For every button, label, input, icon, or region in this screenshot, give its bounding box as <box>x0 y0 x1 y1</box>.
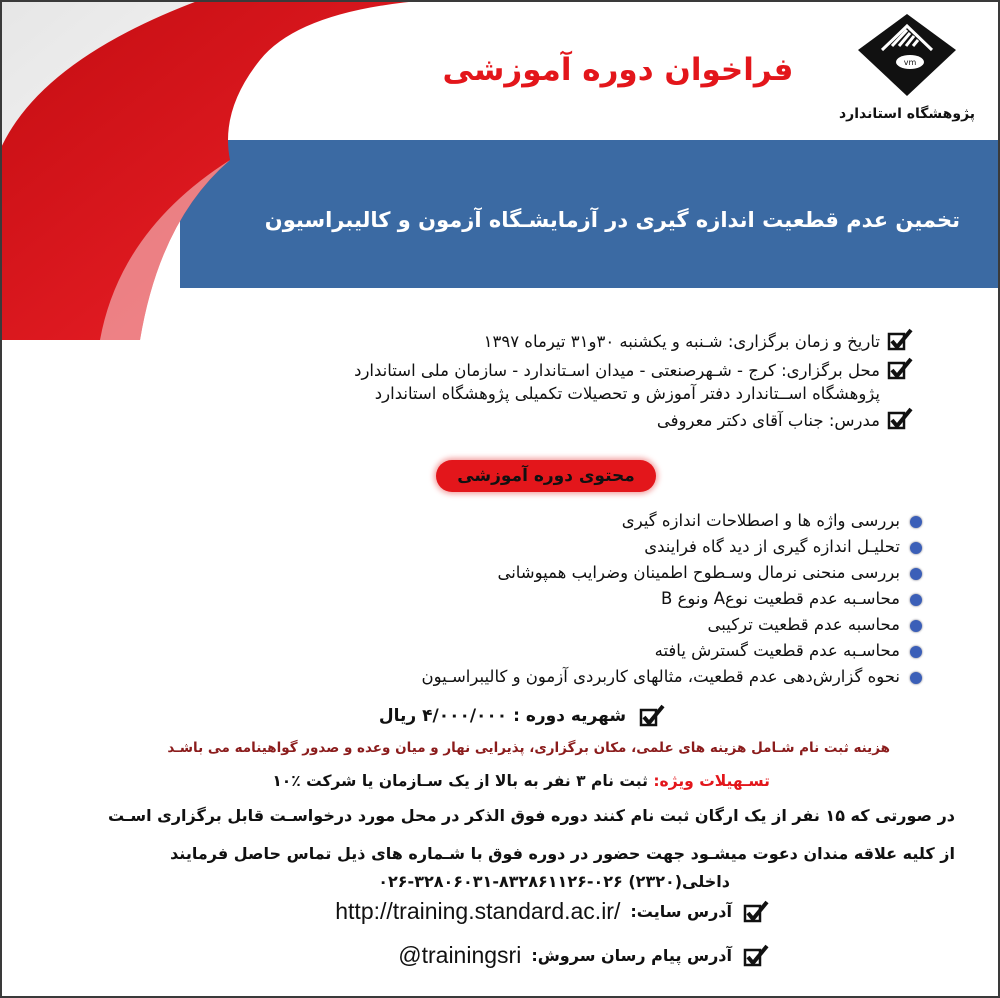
info-venue-line1: محل برگزاری: کرج - شـهرصنعتی - میدان اسـتاندارد - سازمان ملی استاندارد <box>354 361 880 380</box>
topic-item: محاسـبه عدم قطعیت نوعA ونوع B <box>200 586 900 612</box>
special-offer-label: تسـهیلات ویژه: <box>653 772 770 790</box>
website-row <box>335 898 770 925</box>
logo-caption: پژوهشگاه استاندارد <box>838 106 976 122</box>
topics-list <box>200 508 900 690</box>
checkbox-icon <box>638 704 666 728</box>
soroush-label: آدرس پیام رسان سروش: <box>531 946 732 965</box>
info-venue-row-2 <box>180 382 880 405</box>
checkbox-icon <box>886 357 914 381</box>
info-date-row <box>180 330 880 353</box>
info-venue-row <box>180 359 880 382</box>
course-title: تخمین عدم قطعیت اندازه گیری در آزمایشـگاه آزمون و کالیبراسیون <box>264 208 960 232</box>
website-label: آدرس سایت: <box>630 902 732 921</box>
info-instructor: مدرس: جناب آقای دکتر معروفی <box>656 411 880 430</box>
website-link[interactable]: http://training.standard.ac.ir/ <box>335 898 621 924</box>
fee-text: شهریه دوره : ۴/۰۰۰/۰۰۰ ریال <box>378 706 627 726</box>
special-offer <box>272 772 770 790</box>
checkbox-icon <box>742 900 770 924</box>
content-section-title: محتوی دوره آموزشی <box>436 460 656 492</box>
bullet-icon <box>910 542 922 554</box>
info-date: تاریخ و زمان برگزاری: شـنبه و یکشنبه ۳۰و۳۱ تیرماه ۱۳۹۷ <box>483 332 880 351</box>
course-info <box>180 330 880 432</box>
topic-item: بررسی منحنی نرمال وسـطوح اطمینان وضرایب همپوشانی <box>200 560 900 586</box>
topic-item: محاسبه عدم قطعیت ترکیبی <box>200 612 900 638</box>
main-title: فراخوان دوره آموزشی <box>442 52 794 88</box>
contact-phone-numbers: ۰۲۶-۳۲۸۰۶۰۳۱-۸داخلی(۲۳۲۰) ۰۲۶-۳۲۸۶۱۱۲۶ <box>378 872 730 891</box>
topic-item: نحوه گزارش‌دهی عدم قطعیت، مثالهای کاربردی آزمون و کالیبراسـیون <box>200 664 900 690</box>
bullet-icon <box>910 516 922 528</box>
special-offer-text: ثبت نام ۳ نفر به بالا از یک سـازمان یا شرکت ٪۱۰ <box>272 772 648 790</box>
bullet-icon <box>910 620 922 632</box>
standard-institute-logo-icon <box>852 10 962 100</box>
info-venue-line2: پژوهشگاه اســتاندارد دفتر آموزش و تحصیلات تکمیلی پژوهشگاه استاندارد <box>374 384 880 403</box>
soroush-row <box>398 942 770 969</box>
checkbox-icon <box>742 944 770 968</box>
info-instructor-row <box>180 409 880 432</box>
contact-invitation: از کلیه علاقه مندان دعوت میشـود جهت حضور در دوره فوق با شـماره های ذیل تماس حاصل فرمایند <box>170 844 955 863</box>
checkbox-icon <box>886 407 914 431</box>
bullet-icon <box>910 568 922 580</box>
fee-note: هزینه ثبت نام شـامل هزینه های علمی، مکان برگزاری، پذیرایی نهار و میان وعده و صدور گواهینامه می باشـد <box>167 740 890 756</box>
bullet-icon <box>910 672 922 684</box>
group-registration-note: در صورتی که ۱۵ نفر از یک ارگان ثبت نام کنند دوره فوق الذکر در محل مورد درخواسـت قابل برگزاری اسـت <box>107 806 955 825</box>
fee <box>379 704 666 728</box>
soroush-id[interactable]: @trainingsri <box>398 942 522 968</box>
bullet-icon <box>910 646 922 658</box>
checkbox-icon <box>886 328 914 352</box>
topic-item: محاسـبه عدم قطعیت گسترش یافته <box>200 638 900 664</box>
svg-text:vm: vm <box>903 58 917 67</box>
bullet-icon <box>910 594 922 606</box>
topic-item: تحلیـل اندازه گیری از دید گاه فرایندی <box>200 534 900 560</box>
logo <box>832 10 982 122</box>
topic-item: بررسی واژه ها و اصطلاحات اندازه گیری <box>200 508 900 534</box>
